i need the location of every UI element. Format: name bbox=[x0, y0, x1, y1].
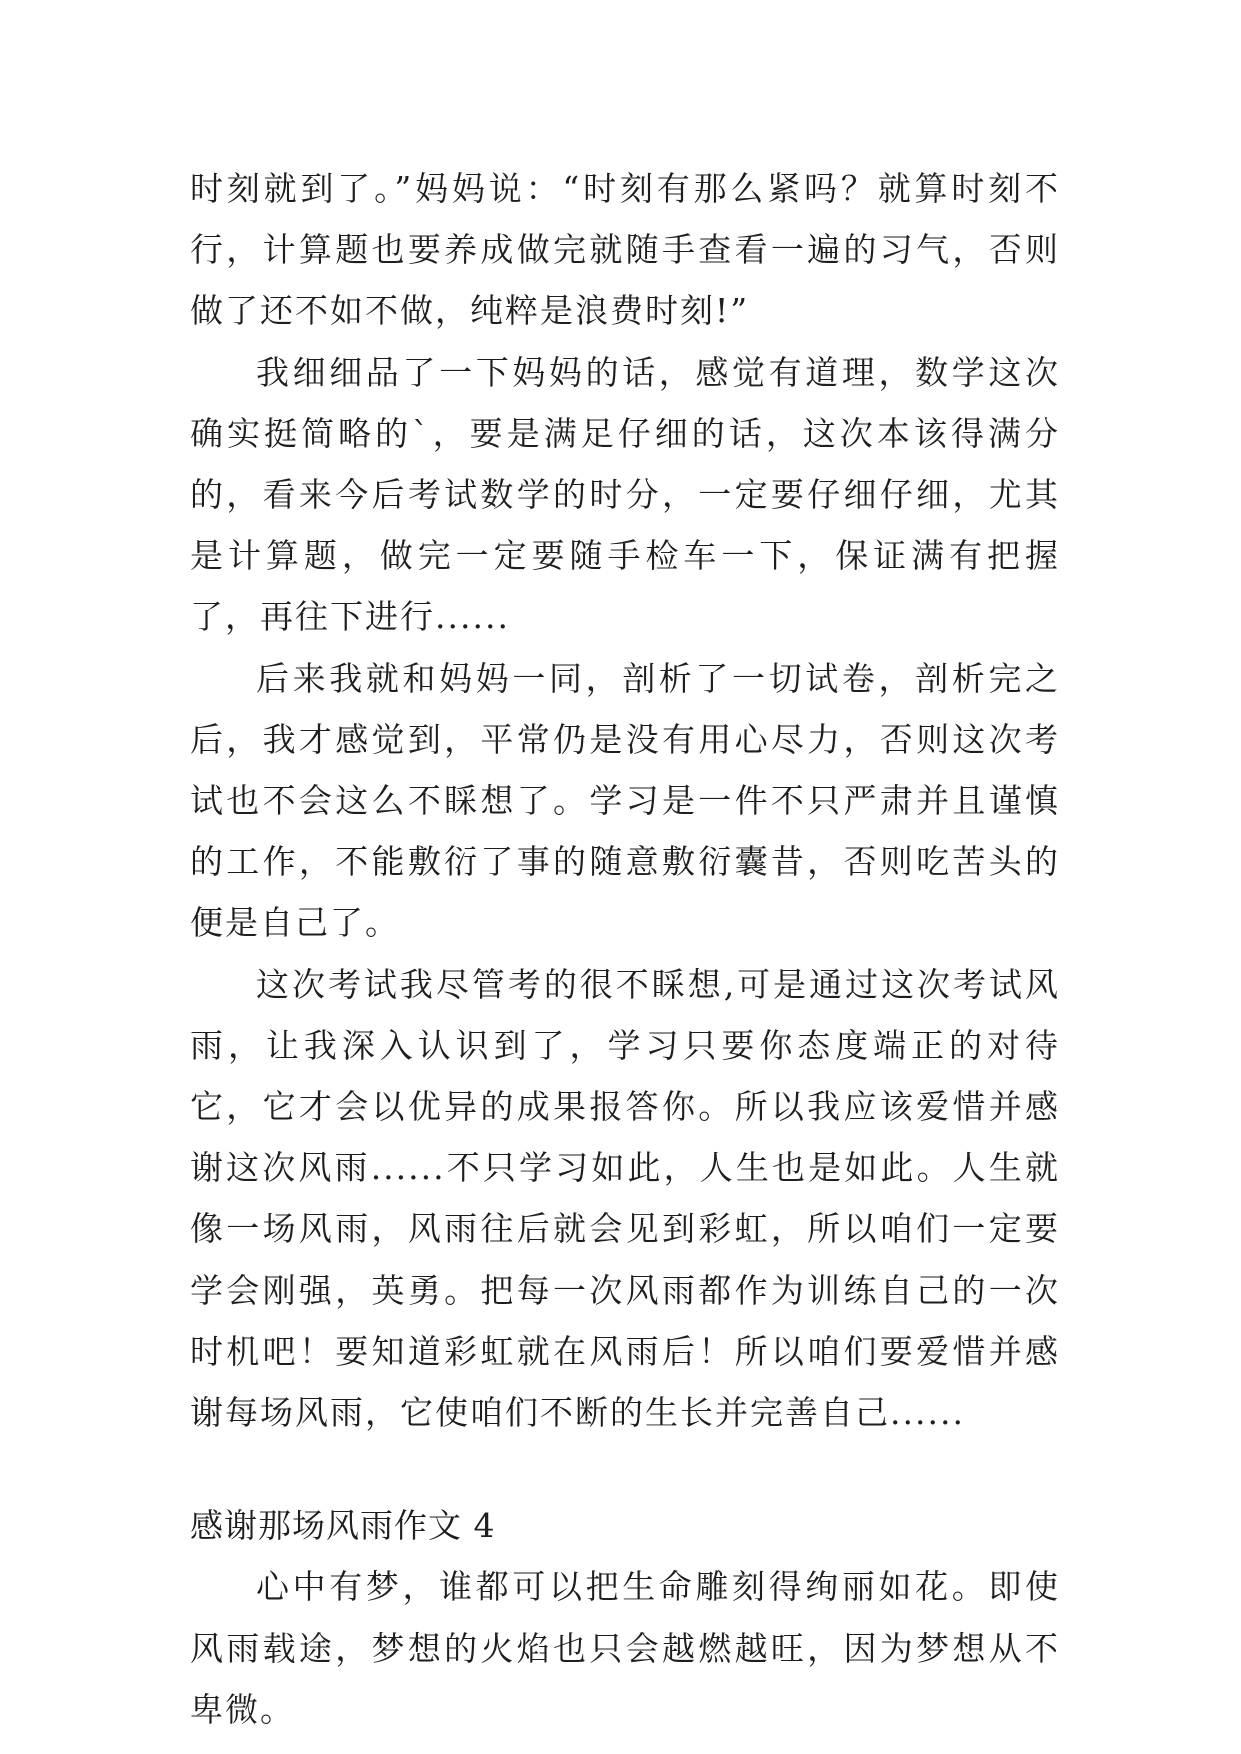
paragraph: 后来我就和妈妈一同，剖析了一切试卷，剖析完之后，我才感觉到，平常仍是没有用心尽力，否则这次考试也不会这么不睬想了。学习是一件不只严肃并且谨慎的工作，不能敷衍了事的随意敷衍囊昔，否则吃苦头的便是自己了。 bbox=[190, 658, 1060, 943]
paragraph: 心中有梦，谁都可以把生命雕刻得绚丽如花。即使风雨载途，梦想的火焰也只会越燃越旺，因为梦想从不卑微。 bbox=[190, 1567, 1060, 1729]
paragraph-continued: 时刻就到了。”妈妈说：“时刻有那么紧吗？就算时刻不行，计算题也要养成做完就随手查看一遍的习气，否则做了还不如不做，纯粹是浪费时刻!” bbox=[190, 169, 1060, 331]
paragraph: 这次考试我尽管考的很不睬想,可是通过这次考试风雨，让我深入认识到了，学习只要你态度端正的对待它，它才会以优异的成果报答你。所以我应该爱惜并感谢这次风雨......不只学习如此，人生也是如此。人生就像一场风雨，风雨往后就会见到彩虹，所以咱们一定要学会刚强，英勇。把每一次风雨都作为训练自己的一次时机吧！要知道彩虹就在风雨后！所以咱们要爱惜并感谢每场风雨，它使咱们不断的生长并完善自己...... bbox=[190, 964, 1060, 1433]
document-body bbox=[190, 158, 1060, 1740]
paragraph: 我细细品了一下妈妈的话，感觉有道理，数学这次确实挺简略的`，要是满足仔细的话，这次本该得满分的，看来今后考试数学的时分，一定要仔细仔细，尤其是计算题，做完一定要随手检车一下，保证满有把握了，再往下进行...... bbox=[190, 352, 1060, 637]
section-spacer bbox=[190, 1443, 1060, 1495]
section-heading: 感谢那场风雨作文 4 bbox=[190, 1506, 496, 1546]
